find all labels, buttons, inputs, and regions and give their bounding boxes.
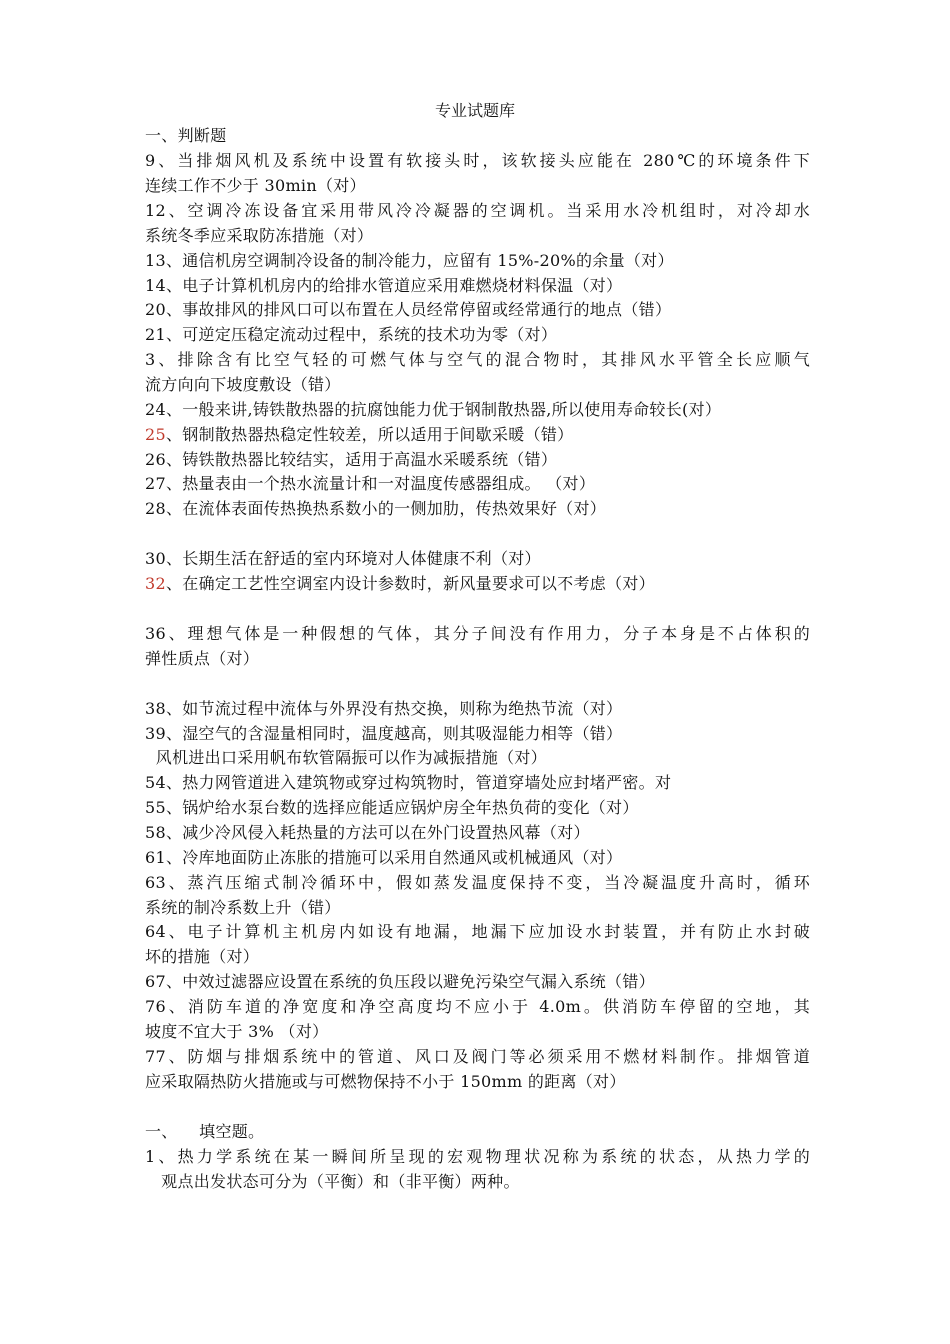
question-12-line1: 12、空调冷冻设备宜采用带风冷冷凝器的空调机。当采用水冷机组时，对冷却水	[145, 201, 810, 220]
question-32-number: 32	[145, 574, 166, 593]
question-30: 30、长期生活在舒适的室内环境对人体健康不利（对）	[145, 549, 541, 568]
fill-heading: 一、 填空题。	[145, 1122, 265, 1141]
question-27: 27、热量表由一个热水流量计和一对温度传感器组成。 （对）	[145, 474, 596, 493]
question-61: 61、冷库地面防止冻胀的措施可以采用自然通风或机械通风（对）	[145, 848, 623, 867]
question-55: 55、锅炉给水泵台数的选择应能适应锅炉房全年热负荷的变化（对）	[145, 798, 639, 817]
question-20: 20、事故排风的排风口可以布置在人员经常停留或经常通行的地点（错）	[145, 300, 672, 319]
question-32-text: 、在确定工艺性空调室内设计参数时，新风量要求可以不考虑（对）	[165, 574, 655, 593]
question-64-line2: 坏的措施（对）	[145, 947, 260, 966]
question-58: 58、减少冷风侵入耗热量的方法可以在外门设置热风幕（对）	[145, 823, 590, 842]
fill-question-1-line1: 1、热力学系统在某一瞬间所呈现的宏观物理状况称为系统的状态，从热力学的	[145, 1147, 810, 1166]
question-25-text: 、钢制散热器热稳定性较差，所以适用于间歇采暖（错）	[165, 425, 574, 444]
question-26: 26、铸铁散热器比较结实，适用于高温水采暖系统（错）	[145, 450, 558, 469]
question-12-line2: 系统冬季应采取防冻措施（对）	[145, 226, 374, 245]
question-38: 38、如节流过程中流体与外界没有热交换，则称为绝热节流（对）	[145, 699, 623, 718]
question-39: 39、湿空气的含湿量相同时，温度越高，则其吸湿能力相等（错）	[145, 724, 623, 743]
question-77-line1: 77、防烟与排烟系统中的管道、风口及阀门等必须采用不燃材料制作。排烟管道	[145, 1047, 810, 1066]
question-36-line1: 36、理想气体是一种假想的气体，其分子间没有作用力，分子本身是不占体积的	[145, 624, 810, 643]
page-title: 专业试题库	[434, 101, 515, 120]
question-25	[145, 423, 810, 447]
question-32	[145, 572, 810, 596]
question-25-number: 25	[145, 425, 166, 444]
question-67: 67、中效过滤器应设置在系统的负压段以避免污染空气漏入系统（错）	[145, 972, 655, 991]
question-63-line1: 63、蒸汽压缩式制冷循环中，假如蒸发温度保持不变，当冷凝温度升高时，循环	[145, 873, 810, 892]
question-21: 21、可逆定压稳定流动过程中，系统的技术功为零（对）	[145, 325, 558, 344]
question-54: 54、热力网管道进入建筑物或穿过构筑物时，管道穿墙处应封堵严密。对	[145, 773, 672, 792]
question-9-line2: 连续工作不少于 30min（对）	[145, 176, 366, 195]
question-76-line2: 坡度不宜大于 3% （对）	[145, 1022, 329, 1041]
question-14: 14、电子计算机机房内的给排水管道应采用难燃烧材料保温（对）	[145, 276, 623, 295]
question-36-line2: 弹性质点（对）	[145, 649, 260, 668]
judge-heading: 一、判断题	[145, 126, 227, 145]
fill-question-1-line2: 观点出发状态可分为（平衡）和（非平衡）两种。	[145, 1172, 520, 1191]
question-77-line2: 应采取隔热防火措施或与可燃物保持不小于 150mm 的距离（对）	[145, 1072, 626, 1091]
question-64-line1: 64、电子计算机主机房内如设有地漏，地漏下应加设水封装置，并有防止水封破	[145, 922, 810, 941]
question-13: 13、通信机房空调制冷设备的制冷能力，应留有 15%-20%的余量（对）	[145, 251, 674, 270]
question-9-line1: 9、当排烟风机及系统中设置有软接头时，该软接头应能在 280℃的环境条件下	[145, 151, 810, 170]
question-63-line2: 系统的制冷系数上升（错）	[145, 898, 341, 917]
question-76-line1: 76、消防车道的净宽度和净空高度均不应小于 4.0m。供消防车停留的空地，其	[145, 997, 810, 1016]
question-24: 24、一般来讲,铸铁散热器的抗腐蚀能力优于钢制散热器,所以使用寿命较长(对）	[145, 400, 722, 419]
question-3-line2: 流方向向下坡度敷设（错）	[145, 375, 341, 394]
question-fan-isolation: 风机进出口采用帆布软管隔振可以作为减振措施（对）	[145, 748, 547, 767]
question-3-line1: 3、排除含有比空气轻的可燃气体与空气的混合物时，其排风水平管全长应顺气	[145, 350, 810, 369]
question-28: 28、在流体表面传热换热系数小的一侧加肋，传热效果好（对）	[145, 499, 607, 518]
